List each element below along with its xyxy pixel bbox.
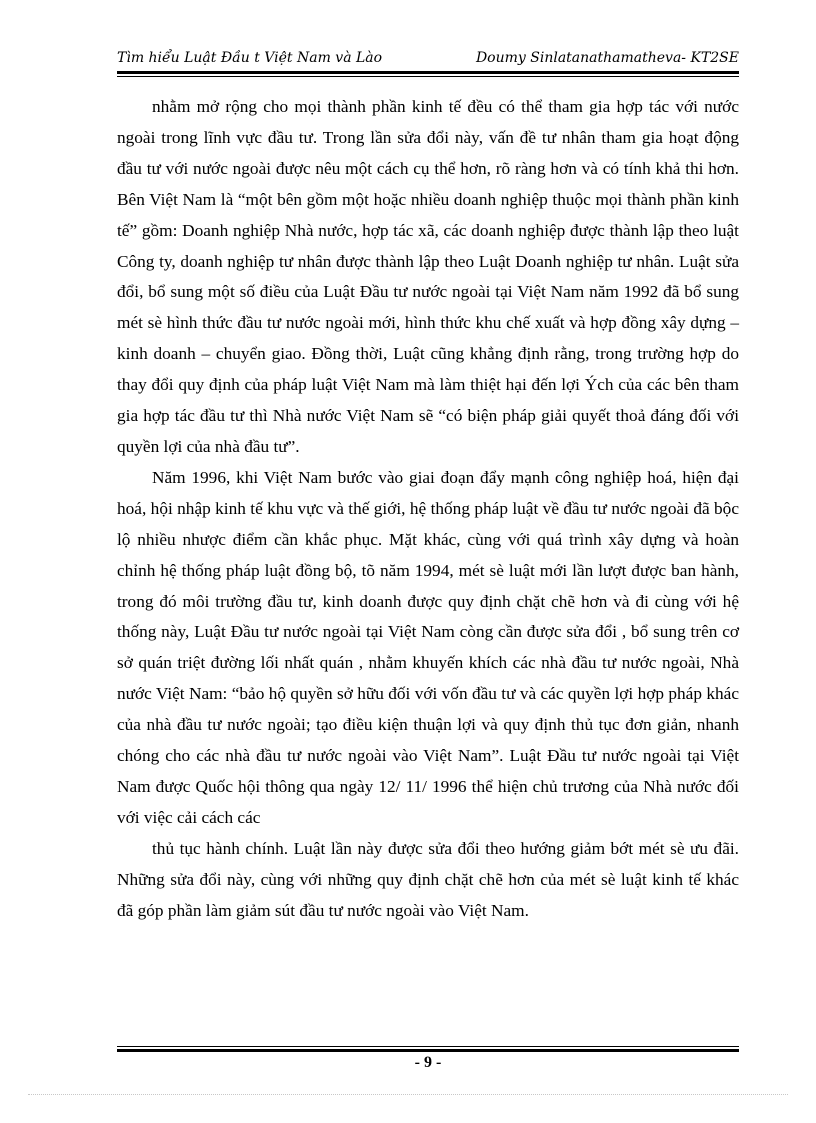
page-edge-divider: [28, 1094, 788, 1095]
paragraph-1: nhằm mở rộng cho mọi thành phần kinh tế đều có thể tham gia hợp tác với nước ngoài trong lĩnh vực đầu tư. Trong lần sửa đổi này, vấn đề tư nhân tham gia hoạt động đầu tư với nước ngoài được nêu một cách cụ thể hơn, rõ ràng hơn và có tính khả thi hơn. Bên Việt Nam là “một bên gồm một hoặc nhiều doanh nghiệp thuộc mọi thành phần kinh tế” gồm: Doanh nghiệp Nhà nước, hợp tác xã, các doanh nghiệp được thành lập theo luật Công ty, doanh nghiệp tư nhân được thành lập theo Luật Doanh nghiệp tư nhân. Luật sửa đổi, bổ sung một số điều của Luật Đầu tư nước ngoài tại Việt Nam năm 1992 đã bổ sung mét sè hình thức đầu tư nước ngoài mới, hình thức khu chế xuất và hợp đồng xây dựng – kinh doanh – chuyển giao. Đồng thời, Luật cũng khẳng định rằng, trong trường hợp do thay đổi quy định của pháp luật Việt Nam mà làm thiệt hại đến lợi Ých của các bên tham gia hợp tác đầu tư thì Nhà nước Việt Nam sẽ “có biện pháp giải quyết thoả đáng đối với quyền lợi của nhà đầu tư”.: [117, 97, 739, 456]
page-header: [117, 48, 739, 72]
footer-rule-thick: [117, 1049, 739, 1052]
header-rule-thick: [117, 71, 739, 74]
paragraph-3: thủ tục hành chính. Luật lần này được sửa đổi theo hướng giảm bớt mét sè ưu đãi. Những sửa đổi này, cùng với những quy định chặt chẽ hơn của mét sè luật kinh tế khác đã góp phần làm giảm sút đầu tư nước ngoài vào Việt Nam.: [117, 838, 739, 920]
page-number: - 9 -: [414, 1054, 442, 1071]
header-rule-thin: [117, 76, 739, 77]
footer-rule-thin: [117, 1046, 739, 1047]
header-title: Tìm hiểu Luật Đầu t Việt Nam và Lào: [117, 50, 383, 66]
header-author: Doumy Sinlatanathamatheva- KT2SE: [475, 50, 739, 66]
document-body: [117, 92, 739, 926]
paragraph-2: Năm 1996, khi Việt Nam bước vào giai đoạn đẩy mạnh công nghiệp hoá, hiện đại hoá, hội nhập kinh tế khu vực và thế giới, hệ thống pháp luật về đầu tư nước ngoài đã bộc lộ nhiều nhược điểm cần khắc phục. Mặt khác, cùng với quá trình xây dựng và hoàn chỉnh hệ thống pháp luật đồng bộ, tõ năm 1994, mét sè luật mới lần lượt được ban hành, trong đó môi trường đầu tư, kinh doanh được quy định chặt chẽ hơn và đi cùng với hệ thống này, Luật Đầu tư nước ngoài tại Việt Nam còng cần được sửa đổi , bổ sung trên cơ sở quán triệt đường lối nhất quán , nhằm khuyến khích các nhà đầu tư nước ngoài, Nhà nước Việt Nam: “bảo hộ quyền sở hữu đối với vốn đầu tư và các quyền lợi hợp pháp khác của nhà đầu tư nước ngoài; tạo điều kiện thuận lợi và quy định thủ tục đơn giản, nhanh chóng cho các nhà đầu tư nước ngoài vào Việt Nam”. Luật Đầu tư nước ngoài tại Việt Nam được Quốc hội thông qua ngày 12/ 11/ 1996 thể hiện chủ trương của Nhà nước đối với việc cải cách các: [117, 467, 739, 827]
